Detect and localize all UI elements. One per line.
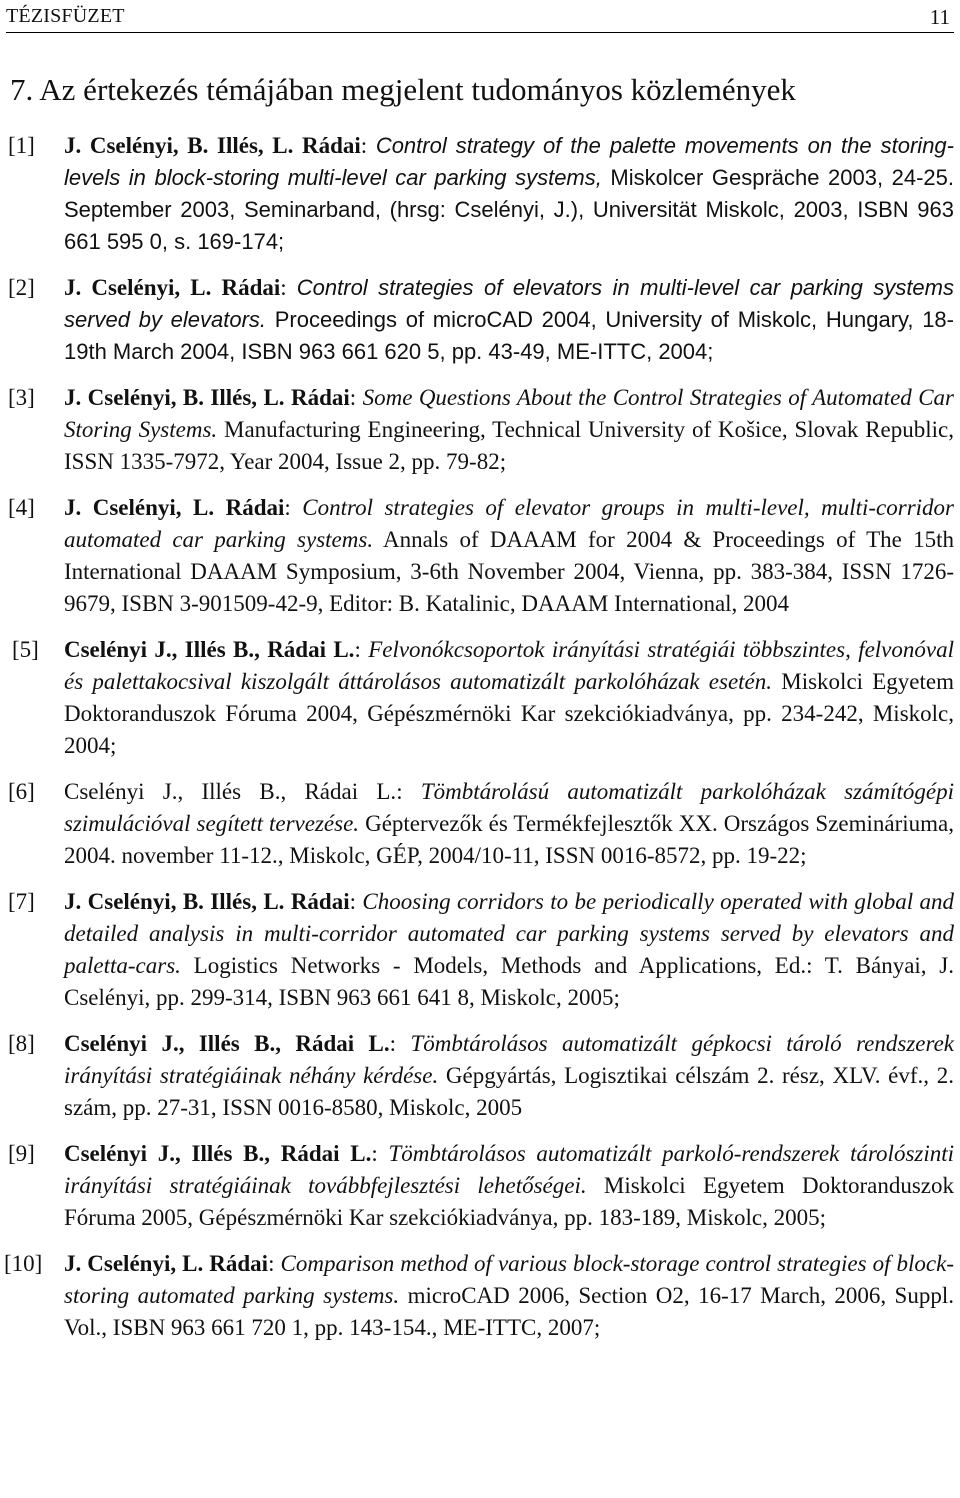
reference-text [64,1028,954,1124]
reference-item [0,776,960,872]
reference-number: [2] [8,275,35,300]
reference-list [0,130,960,1358]
reference-title: Choosing corridors to be periodically operated with global and detailed analysis in multi-corridor automated car parking systems served by elevators and paletta-cars. [64,889,954,978]
reference-title: Tömbtárolásos automatizált gépkocsi tároló rendszerek irányítási stratégiáinak néhány kérdése. [64,1031,955,1088]
reference-text [64,1248,954,1344]
reference-text [64,492,954,620]
reference-separator: : [349,889,363,914]
reference-separator: : [360,133,376,158]
reference-source: Miskolcer Gespräche 2003, 24-25. September 2003, Seminarband, (hrsg: Cselényi, J.), Universität Miskolc, 2003, ISBN 963 661 595 0, s. 169-174; [64,165,954,254]
reference-authors: J. Cselényi, B. Illés, L. Rádai [64,385,350,410]
reference-item [0,492,960,620]
reference-number: [1] [8,133,35,158]
reference-title: Control strategies of elevator groups in multi-level, multi-corridor automated car parking systems. [64,495,955,552]
reference-authors: J. Cselényi, L. Rádai [64,275,281,300]
reference-number: [6] [8,779,35,804]
reference-text [64,634,954,762]
running-header [6,0,954,33]
reference-text [64,130,954,258]
reference-title: Control strategies of elevators in multi-level car parking systems served by elevators. [64,275,954,332]
reference-number: [3] [8,385,35,410]
reference-item [0,634,960,762]
reference-title: Control strategy of the palette movements on the storing-levels in block-storing multi-level car parking systems, [64,133,954,190]
reference-item [0,1028,960,1124]
reference-authors: J. Cselényi, B. Illés, L. Rádai [64,133,361,158]
header-title: TÉZISFÜZET [6,5,125,27]
reference-source: Logistics Networks - Models, Methods and Applications, Ed.: T. Bányai, J. Cselényi, pp. 299-314, ISBN 963 661 641 8, Miskolc, 2005; [64,953,954,1010]
reference-source: Miskolci Egyetem Doktoranduszok Fóruma 2004, Gépészmérnöki Kar szekciókiadványa, pp. 234-242, Miskolc, 2004; [64,669,955,758]
reference-separator: : [396,779,421,804]
reference-source: Proceedings of microCAD 2004, University of Miskolc, Hungary, 18-19th March 2004, ISBN 963 661 620 5, pp. 43-49, ME-ITTC, 2004; [64,307,954,364]
reference-item [0,382,960,478]
reference-title: Comparison method of various block-storage control strategies of block-storing automated parking systems. [64,1251,955,1308]
reference-item [0,886,960,1014]
reference-authors: J. Cselényi, L. Rádai [64,495,285,520]
reference-source: Gépgyártás, Logisztikai célszám 2. rész, XLV. évf., 2. szám, pp. 27-31, ISSN 0016-8580, Miskolc, 2005 [64,1063,954,1120]
section-title: 7. Az értekezés témájában megjelent tudományos közlemények [10,72,796,107]
reference-title: Tömbtárolásos automatizált parkoló-rendszerek tárolószinti irányítási stratégiáinak továbbfejlesztési lehetőségei. [64,1141,955,1198]
reference-text [64,382,954,478]
reference-separator: : [371,1141,389,1166]
reference-source: Géptervezők és Termékfejlesztők XX. Országos Szemináriuma, 2004. november 11-12., Miskolc, GÉP, 2004/10-11, ISSN 0016-8572, pp. 19-22; [64,811,954,868]
reference-authors: Cselényi J., Illés B., Rádai L. [64,1141,372,1166]
reference-number: [5] [12,637,39,662]
reference-item [0,1138,960,1234]
reference-source: Annals of DAAAM for 2004 & Proceedings of The 15th International DAAAM Symposium, 3-6th November 2004, Vienna, pp. 383-384, ISSN 1726-9679, ISBN 3-901509-42-9, Editor: B. Katalinic, DAAAM International, 2004 [64,527,954,616]
reference-text [64,886,954,1014]
reference-item [0,130,960,258]
reference-number: [9] [8,1141,35,1166]
reference-separator: : [389,1031,411,1056]
reference-authors: Cselényi J., Illés B., Rádai L. [64,1031,390,1056]
reference-text [64,272,954,368]
reference-authors: Cselényi J., Illés B., Rádai L. [64,637,355,662]
reference-title: Felvonókcsoportok irányítási stratégiái többszintes, felvonóval és palettakocsival kiszolgált áttárolásos automatizált parkolóházak esetén. [64,637,954,694]
reference-title: Some Questions About the Control Strategies of Automated Car Storing Systems. [64,385,954,442]
reference-authors: J. Cselényi, L. Rádai [64,1251,269,1276]
reference-source: Miskolci Egyetem Doktoranduszok Fóruma 2005, Gépészmérnöki Kar szekciókiadványa, pp. 183-189, Miskolc, 2005; [64,1173,954,1230]
reference-title: Tömbtárolású automatizált parkolóházak számítógépi szimulációval segített tervezése. [64,779,955,836]
reference-text [64,1138,954,1234]
reference-separator: : [284,495,303,520]
reference-number: [7] [8,889,35,914]
reference-separator: : [354,637,369,662]
reference-number: [8] [8,1031,35,1056]
page-number: 11 [929,5,950,29]
reference-item [0,272,960,368]
reference-item [0,1248,960,1344]
reference-source: Manufacturing Engineering, Technical University of Košice, Slovak Republic, ISSN 1335-7972, Year 2004, Issue 2, pp. 79-82; [64,417,954,474]
reference-separator: : [349,385,363,410]
reference-authors: Cselényi J., Illés B., Rádai L. [64,779,397,804]
reference-number: [10] [4,1251,43,1276]
reference-separator: : [268,1251,281,1276]
reference-text [64,776,954,872]
reference-number: [4] [8,495,35,520]
reference-source: microCAD 2006, Section O2, 16-17 March, 2006, Suppl. Vol., ISBN 963 661 720 1, pp. 143-154., ME-ITTC, 2007; [64,1283,954,1340]
reference-authors: J. Cselényi, B. Illés, L. Rádai [64,889,350,914]
reference-separator: : [280,275,297,300]
